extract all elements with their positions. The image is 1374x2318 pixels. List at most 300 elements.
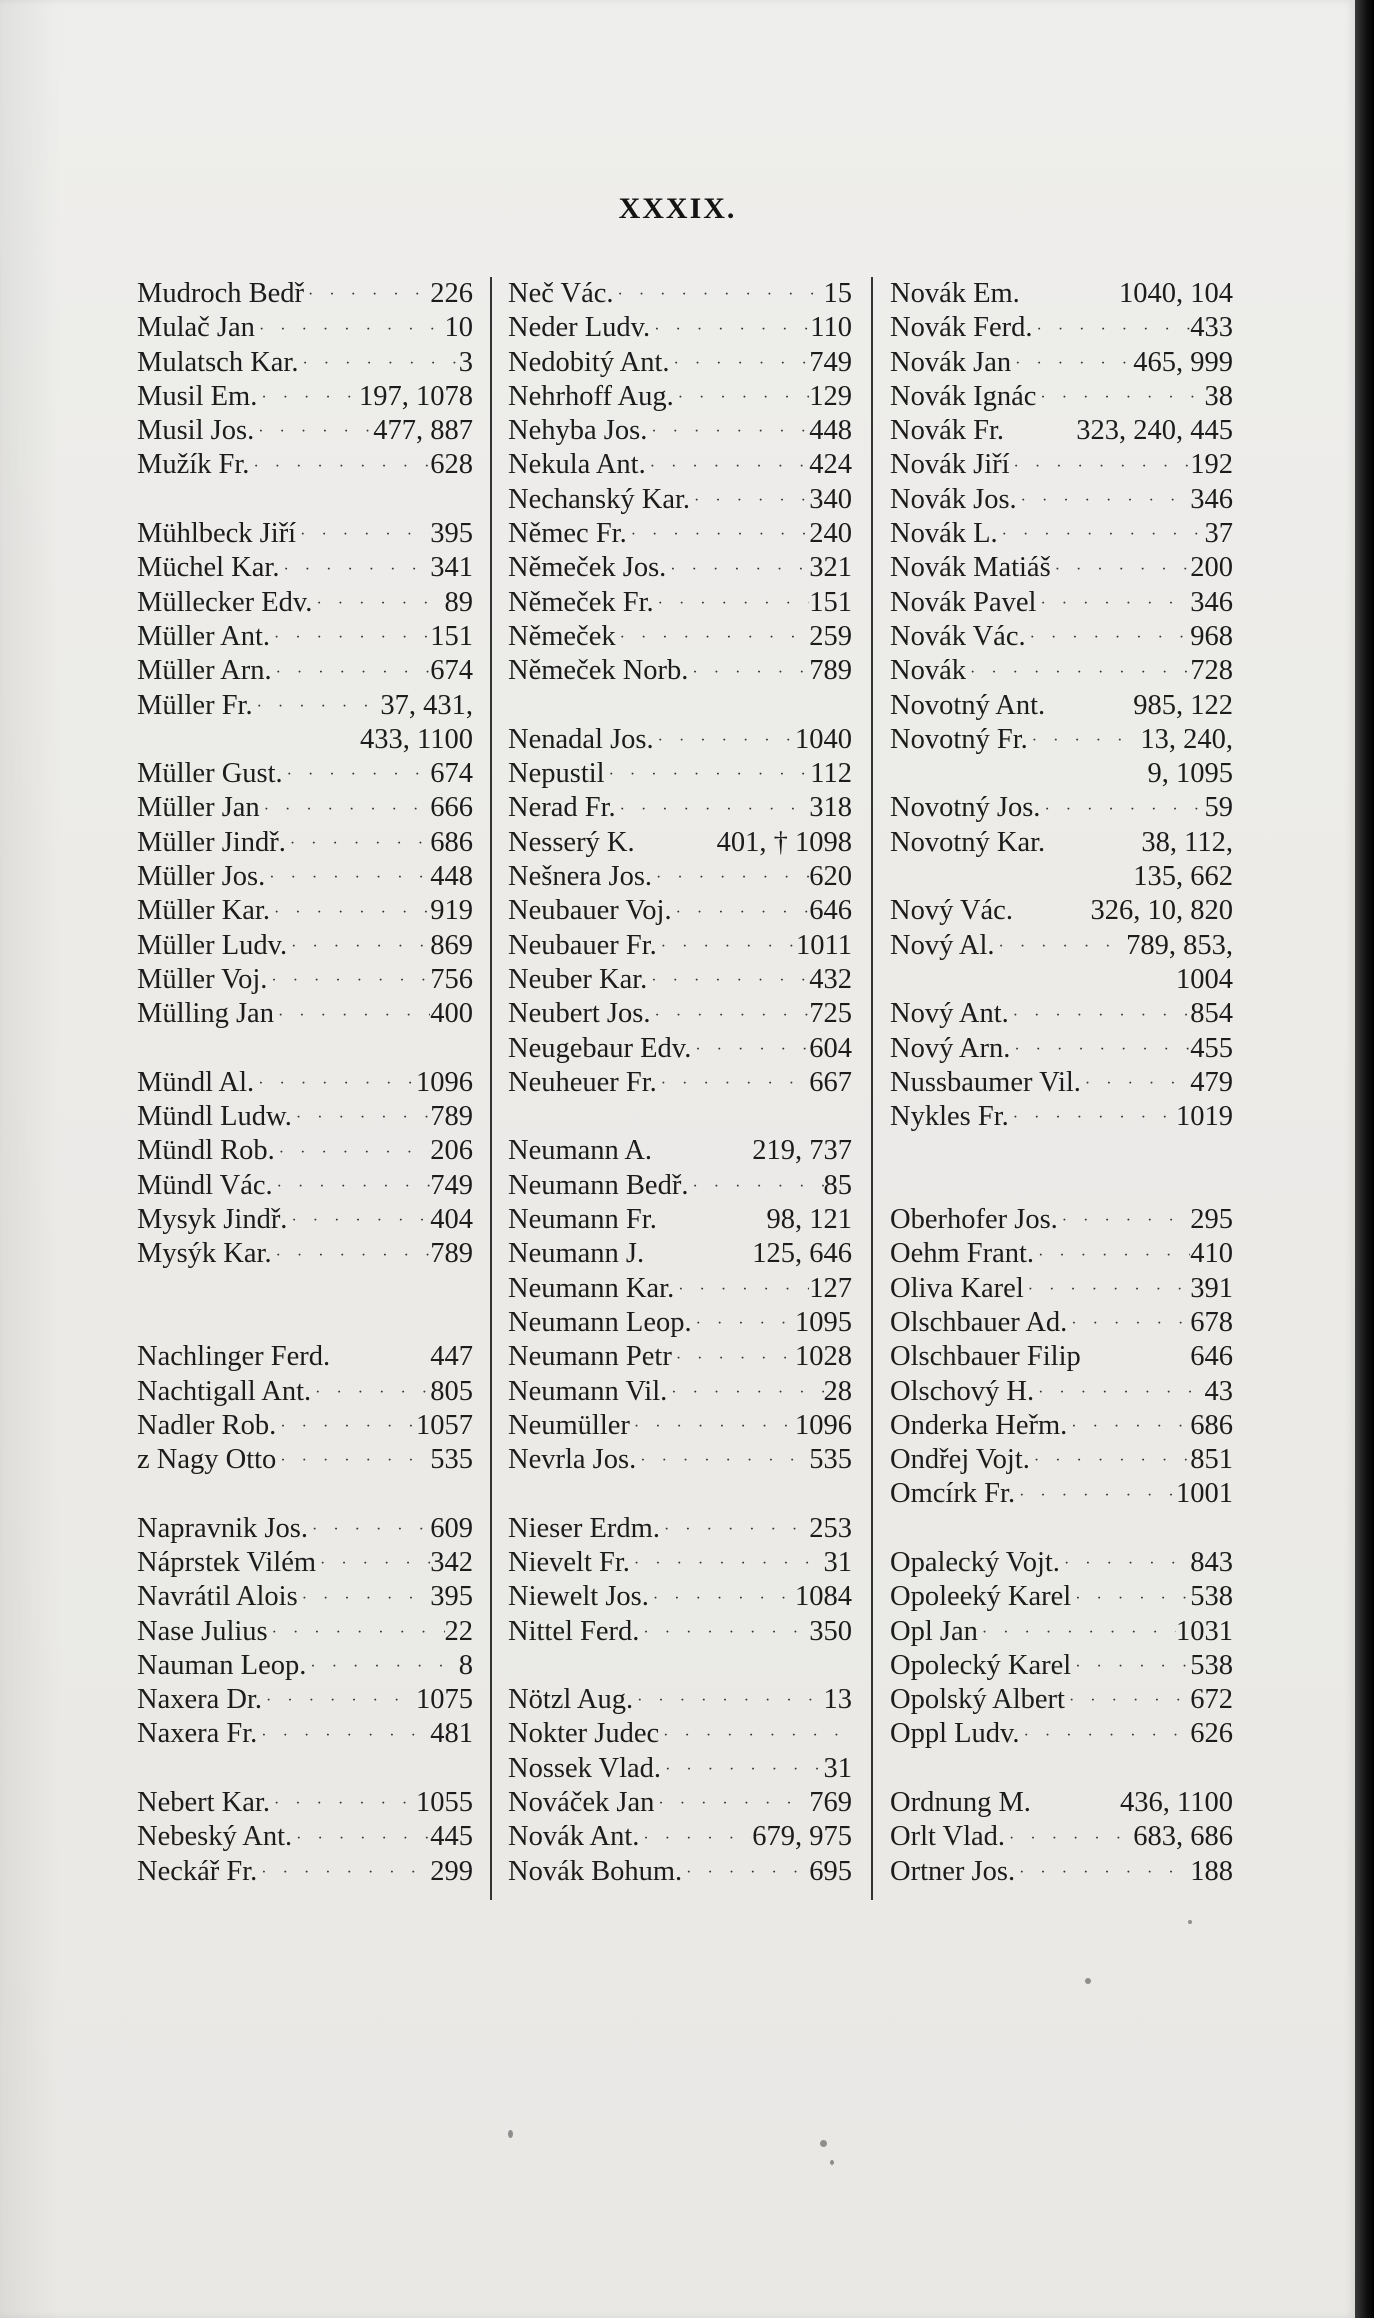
index-entry	[137, 826, 473, 860]
index-entry	[890, 826, 1233, 860]
page-refs: 672	[1190, 1684, 1233, 1716]
entry-name: Neubauer Voj.	[508, 895, 672, 927]
leader-dots	[257, 1717, 430, 1751]
page-refs: 805	[430, 1375, 473, 1407]
leader-dots	[682, 1855, 809, 1889]
entry-name: Nase Julius	[137, 1615, 268, 1647]
entry-name: Nechanský Kar.	[508, 483, 691, 515]
page-refs: 110	[810, 312, 852, 344]
index-continuation	[890, 860, 1233, 894]
entry-name: Novák L.	[890, 518, 998, 550]
entry-name: Neumüller	[508, 1409, 630, 1441]
entry-name: Náprstek Vilém	[137, 1546, 317, 1578]
index-entry	[890, 1477, 1233, 1511]
entry-name: Němeček Fr.	[508, 586, 654, 618]
entry-name: Müller Ludv.	[137, 929, 288, 961]
page-refs: 919	[430, 895, 473, 927]
leader-dots	[1030, 1443, 1190, 1477]
leader-dots	[254, 1066, 416, 1100]
index-entry	[137, 1100, 473, 1134]
index-entry	[137, 620, 473, 654]
entry-name: Mulač Jan	[137, 312, 255, 344]
leader-dots	[311, 1375, 430, 1409]
index-entry	[890, 894, 1233, 928]
index-entry	[508, 860, 852, 894]
index-entry	[890, 654, 1233, 688]
leader-dots	[1032, 311, 1190, 345]
page-refs: 43	[1204, 1375, 1233, 1407]
page-refs: 13	[823, 1684, 852, 1716]
entry-name: Navrátil Alois	[137, 1581, 298, 1613]
index-entry	[890, 1409, 1233, 1443]
index-entry	[137, 963, 473, 997]
leader-dots	[674, 1272, 809, 1306]
page-refs: 98, 121	[766, 1204, 852, 1236]
blank-line	[508, 1477, 852, 1511]
page-refs: 538	[1190, 1581, 1233, 1613]
entry-name: Nepustil	[508, 758, 605, 790]
page-refs: 1075	[416, 1684, 473, 1716]
index-entry	[508, 929, 852, 963]
entry-name: Novotný Jos.	[890, 792, 1041, 824]
page-refs: 985, 122	[1133, 689, 1233, 721]
index-entry	[890, 1683, 1233, 1717]
page-refs: 299	[430, 1855, 473, 1887]
entry-name: Nerad Fr.	[508, 792, 616, 824]
index-entry	[508, 277, 852, 311]
index-entry	[890, 1786, 1233, 1820]
page-refs: 13, 240,	[1140, 723, 1233, 755]
leader-dots	[286, 826, 430, 860]
page-refs: 346	[1190, 483, 1233, 515]
page-refs: 395	[430, 1581, 473, 1613]
index-entry	[890, 1032, 1233, 1066]
leader-dots	[998, 517, 1205, 551]
leader-dots	[304, 277, 430, 311]
entry-name: Ordnung M.	[890, 1787, 1031, 1819]
index-entry	[137, 689, 473, 723]
entry-name: Novotný Fr.	[890, 723, 1028, 755]
entry-name: Nenadal Jos.	[508, 723, 654, 755]
leader-dots	[630, 1546, 824, 1580]
entry-name: Neubert Jos.	[508, 998, 651, 1030]
entry-name: Müller Ant.	[137, 620, 270, 652]
entry-name: Neumann Fr.	[508, 1204, 657, 1236]
page-refs: 695	[809, 1855, 852, 1887]
index-entry	[890, 483, 1233, 517]
page-refs: 448	[809, 415, 852, 447]
index-entry	[508, 826, 852, 860]
blank-line	[890, 1752, 1233, 1786]
entry-name: Novotný Kar.	[890, 826, 1046, 858]
page-refs: 1096	[416, 1066, 473, 1098]
page-refs: 342	[430, 1546, 473, 1578]
index-entry	[137, 1134, 473, 1168]
leader-dots	[670, 346, 810, 380]
entry-name: Nevrla Jos.	[508, 1444, 637, 1476]
blank-line	[137, 1752, 473, 1786]
index-entry	[508, 1820, 852, 1854]
page-refs: 646	[809, 895, 852, 927]
entry-name: Musil Jos.	[137, 415, 255, 447]
index-entry	[890, 277, 1233, 311]
leader-dots	[279, 551, 430, 585]
index-entry	[508, 894, 852, 928]
leader-dots	[1015, 1855, 1190, 1889]
page-refs: 686	[1190, 1409, 1233, 1441]
page-refs: 323, 240, 445	[1076, 415, 1233, 447]
blank-line	[137, 1306, 473, 1340]
index-continuation	[890, 757, 1233, 791]
leader-dots	[253, 689, 381, 723]
page-refs: 683, 686	[1133, 1821, 1233, 1853]
index-entry	[890, 517, 1233, 551]
page-refs: 432	[809, 963, 852, 995]
index-entry	[137, 860, 473, 894]
page-refs: 151	[809, 586, 852, 618]
page-refs: 455	[1190, 1032, 1233, 1064]
index-entry	[137, 380, 473, 414]
index-entry	[508, 1855, 852, 1889]
entry-name: Mündl Rob.	[137, 1135, 275, 1167]
leader-dots	[306, 1649, 458, 1683]
page-refs: 129	[809, 380, 852, 412]
page-refs: 433, 1100	[360, 723, 473, 755]
index-entry	[508, 1134, 852, 1168]
entry-name: Nehyba Jos.	[508, 415, 648, 447]
entry-name: Nauman Leop.	[137, 1649, 307, 1681]
page-refs: 728	[1190, 655, 1233, 687]
page-refs: 448	[430, 861, 473, 893]
entry-name: Musil Em.	[137, 380, 258, 412]
index-entry	[508, 1203, 852, 1237]
index-entry	[508, 380, 852, 414]
paper-speck	[820, 2140, 827, 2147]
page-refs: 226	[430, 278, 473, 309]
page-refs: 197, 1078	[359, 380, 473, 412]
index-entry	[890, 448, 1233, 482]
page-refs: 1084	[795, 1581, 852, 1613]
entry-name: Müller Jos.	[137, 861, 266, 893]
leader-dots	[616, 791, 810, 825]
index-entry	[508, 1683, 852, 1717]
entry-name: Müller Voj.	[137, 963, 268, 995]
leader-dots	[1034, 1237, 1190, 1271]
index-entry	[890, 586, 1233, 620]
index-continuation	[890, 963, 1233, 997]
page-refs: 646	[1190, 1341, 1233, 1373]
entry-name: Neumann J.	[508, 1238, 645, 1270]
entry-name: Novák Em.	[890, 278, 1020, 309]
entry-name: Nováček Jan	[508, 1787, 655, 1819]
page-refs: 410	[1190, 1238, 1233, 1270]
index-column-1	[137, 277, 473, 1889]
index-entry	[137, 1580, 473, 1614]
page-refs: 725	[809, 998, 852, 1030]
page-refs: 85	[823, 1169, 852, 1201]
page-refs: 481	[430, 1718, 473, 1750]
index-entry	[137, 1717, 473, 1751]
entry-name: Neumann A.	[508, 1135, 653, 1167]
entry-name: Nový Arn.	[890, 1032, 1011, 1064]
leader-dots	[691, 1032, 809, 1066]
index-entry	[508, 1615, 852, 1649]
leader-dots	[292, 1820, 430, 1854]
blank-line	[137, 1032, 473, 1066]
page-refs: 135, 662	[1133, 861, 1233, 893]
entry-name: Oliva Karel	[890, 1272, 1024, 1304]
entry-name: Nittel Ferd.	[508, 1615, 640, 1647]
entry-name: Ondřej Vojt.	[890, 1444, 1030, 1476]
page-refs: 219, 737	[752, 1135, 852, 1167]
leader-dots	[654, 723, 795, 757]
index-entry	[137, 929, 473, 963]
index-entry	[508, 1717, 852, 1751]
page-refs: 843	[1190, 1546, 1233, 1578]
index-entry	[890, 1237, 1233, 1271]
entry-name: Nebeský Ant.	[137, 1821, 293, 1853]
index-entry	[137, 414, 473, 448]
entry-name: Müller Jan	[137, 792, 260, 824]
page-refs: 1040, 104	[1119, 278, 1233, 309]
page-refs: 400	[430, 998, 473, 1030]
page-refs: 667	[809, 1066, 852, 1098]
entry-name: Novák Jos.	[890, 483, 1017, 515]
leader-dots	[672, 1340, 795, 1374]
index-entry	[137, 1203, 473, 1237]
entry-name: Nadler Rob.	[137, 1409, 277, 1441]
index-column-3	[890, 277, 1233, 1889]
entry-name: Opoleeký Karel	[890, 1581, 1072, 1613]
page-refs: 9, 1095	[1147, 758, 1233, 790]
blank-line	[508, 1100, 852, 1134]
leader-dots	[1009, 997, 1190, 1031]
page-refs: 1031	[1176, 1615, 1233, 1647]
leader-dots	[296, 517, 430, 551]
index-entry	[508, 654, 852, 688]
leader-dots	[1036, 586, 1190, 620]
page-refs: 8	[458, 1649, 473, 1681]
page-refs: 206	[430, 1135, 473, 1167]
page-refs: 192	[1190, 449, 1233, 481]
leader-dots	[287, 1203, 430, 1237]
entry-name: Novotný Ant.	[890, 689, 1046, 721]
index-entry	[890, 1066, 1233, 1100]
leader-dots	[283, 757, 431, 791]
index-entry	[137, 1855, 473, 1889]
leader-dots	[1040, 791, 1204, 825]
leader-dots	[316, 1546, 430, 1580]
page-refs: 125, 646	[752, 1238, 852, 1270]
leader-dots	[1071, 1580, 1190, 1614]
leader-dots	[1071, 1649, 1190, 1683]
leader-dots	[616, 620, 810, 654]
index-entry	[890, 414, 1233, 448]
entry-name: Nešnera Jos.	[508, 861, 653, 893]
leader-dots	[688, 654, 809, 688]
entry-name: Mulatsch Kar.	[137, 346, 299, 378]
index-entry	[137, 791, 473, 825]
entry-name: Opolský Albert	[890, 1684, 1065, 1716]
entry-name: Onderka Heřm.	[890, 1409, 1068, 1441]
page-refs: 259	[809, 620, 852, 652]
page-refs: 10	[444, 312, 473, 344]
index-entry	[137, 1066, 473, 1100]
entry-name: Mysýk Kar.	[137, 1238, 272, 1270]
page-refs: 465, 999	[1133, 346, 1233, 378]
page-refs: 447	[430, 1341, 473, 1373]
index-entry	[137, 311, 473, 345]
leader-dots	[270, 1786, 416, 1820]
blank-line	[508, 689, 852, 723]
index-entry	[137, 1409, 473, 1443]
paper-speck	[830, 2160, 834, 2165]
page-refs: 391	[1190, 1272, 1233, 1304]
index-entry	[508, 346, 852, 380]
entry-name: Němeček Norb.	[508, 655, 689, 687]
page-refs: 851	[1190, 1444, 1233, 1476]
index-entry	[508, 551, 852, 585]
leader-dots	[254, 414, 373, 448]
leader-dots	[650, 997, 809, 1031]
page-refs: 679, 975	[752, 1821, 852, 1853]
entry-name: Nebert Kar.	[137, 1787, 270, 1819]
page-refs: 789	[430, 1238, 473, 1270]
index-entry	[137, 1340, 473, 1374]
page-refs: 479	[1190, 1066, 1233, 1098]
entry-name: Novák Ignác	[890, 380, 1037, 412]
leader-dots	[273, 1169, 431, 1203]
page-refs: 1055	[416, 1787, 473, 1819]
index-entry	[508, 1237, 852, 1271]
entry-name: Mysyk Jindř.	[137, 1204, 288, 1236]
index-entry	[890, 1443, 1233, 1477]
page-edge	[1355, 0, 1374, 2318]
leader-dots	[646, 448, 810, 482]
index-entry	[508, 1443, 852, 1477]
entry-name: Neumann Leop.	[508, 1306, 692, 1338]
entry-name: Ortner Jos.	[890, 1855, 1016, 1887]
index-entry	[508, 1375, 852, 1409]
index-entry	[890, 1820, 1233, 1854]
leader-dots	[1067, 1306, 1190, 1340]
page-refs: 789, 853,	[1126, 929, 1233, 961]
leader-dots	[270, 894, 430, 928]
blank-line	[137, 1477, 473, 1511]
leader-dots	[657, 1066, 809, 1100]
index-entry	[137, 551, 473, 585]
paper-speck	[1085, 1978, 1091, 1984]
index-entry	[508, 448, 852, 482]
leader-dots	[647, 414, 809, 448]
index-entry	[508, 791, 852, 825]
entry-name: Neumann Petr	[508, 1341, 672, 1373]
index-entry	[508, 1272, 852, 1306]
entry-name: Nový Vác.	[890, 895, 1013, 927]
entry-name: Naxera Fr.	[137, 1718, 258, 1750]
index-continuation	[137, 723, 473, 757]
leader-dots	[614, 277, 824, 311]
index-entry	[137, 277, 473, 311]
entry-name: Novák Ant.	[508, 1821, 640, 1853]
page-refs: 1040	[795, 723, 852, 755]
index-entry	[890, 380, 1233, 414]
page-refs: 626	[1190, 1718, 1233, 1750]
page-refs: 253	[809, 1512, 852, 1544]
page-refs: 1057	[416, 1409, 473, 1441]
entry-name: Mudroch Bedř	[137, 278, 305, 309]
index-entry	[508, 483, 852, 517]
leader-dots	[1081, 1066, 1190, 1100]
page-refs: 433	[1190, 312, 1233, 344]
leader-dots	[649, 1580, 795, 1614]
index-entry	[890, 1375, 1233, 1409]
entry-name: Nový Al.	[890, 929, 995, 961]
page-refs: 424	[809, 449, 852, 481]
leader-dots	[1010, 448, 1191, 482]
index-entry	[890, 346, 1233, 380]
leader-dots	[1060, 1546, 1190, 1580]
index-entry	[890, 929, 1233, 963]
leader-dots	[639, 1615, 809, 1649]
page-refs: 620	[809, 861, 852, 893]
leader-dots	[639, 1820, 752, 1854]
entry-name: Omcírk Fr.	[890, 1478, 1016, 1510]
page-refs: 346	[1190, 586, 1233, 618]
index-entry	[508, 1752, 852, 1786]
entry-name: Novák	[890, 655, 966, 687]
index-entry	[890, 551, 1233, 585]
index-entry	[137, 1169, 473, 1203]
index-entry	[890, 1649, 1233, 1683]
index-entry	[137, 1546, 473, 1580]
leader-dots	[308, 1512, 430, 1546]
leader-dots	[265, 860, 430, 894]
index-entry	[890, 1580, 1233, 1614]
index-entry	[508, 1409, 852, 1443]
index-entry	[890, 689, 1233, 723]
entry-name: Nový Ant.	[890, 998, 1009, 1030]
leader-dots	[650, 311, 810, 345]
index-entry	[890, 1546, 1233, 1580]
entry-name: Müller Jindř.	[137, 826, 286, 858]
index-entry	[137, 1375, 473, 1409]
column-divider	[871, 277, 873, 1900]
entry-name: Nachlinger Ferd.	[137, 1341, 331, 1373]
index-entry	[508, 311, 852, 345]
index-entry	[890, 1272, 1233, 1306]
index-entry	[508, 1546, 852, 1580]
entry-name: Novák Jiří	[890, 449, 1010, 481]
leader-dots	[312, 586, 444, 620]
paper-speck	[508, 2130, 513, 2138]
page-refs: 535	[809, 1444, 852, 1476]
entry-name: Neuheuer Fr.	[508, 1066, 657, 1098]
entry-name: Müller Fr.	[137, 689, 253, 721]
index-entry	[137, 894, 473, 928]
index-entry	[137, 1683, 473, 1717]
leader-dots	[272, 1237, 431, 1271]
blank-line	[890, 1134, 1233, 1168]
entry-name: Neckář Fr.	[137, 1855, 258, 1887]
page-number: XXXIX.	[618, 192, 737, 225]
leader-dots	[659, 1717, 852, 1751]
entry-name: Olschbauer Ad.	[890, 1306, 1068, 1338]
leader-dots	[654, 586, 810, 620]
leader-dots	[1036, 380, 1204, 414]
page-refs: 436, 1100	[1120, 1787, 1233, 1819]
page-refs: 674	[430, 758, 473, 790]
